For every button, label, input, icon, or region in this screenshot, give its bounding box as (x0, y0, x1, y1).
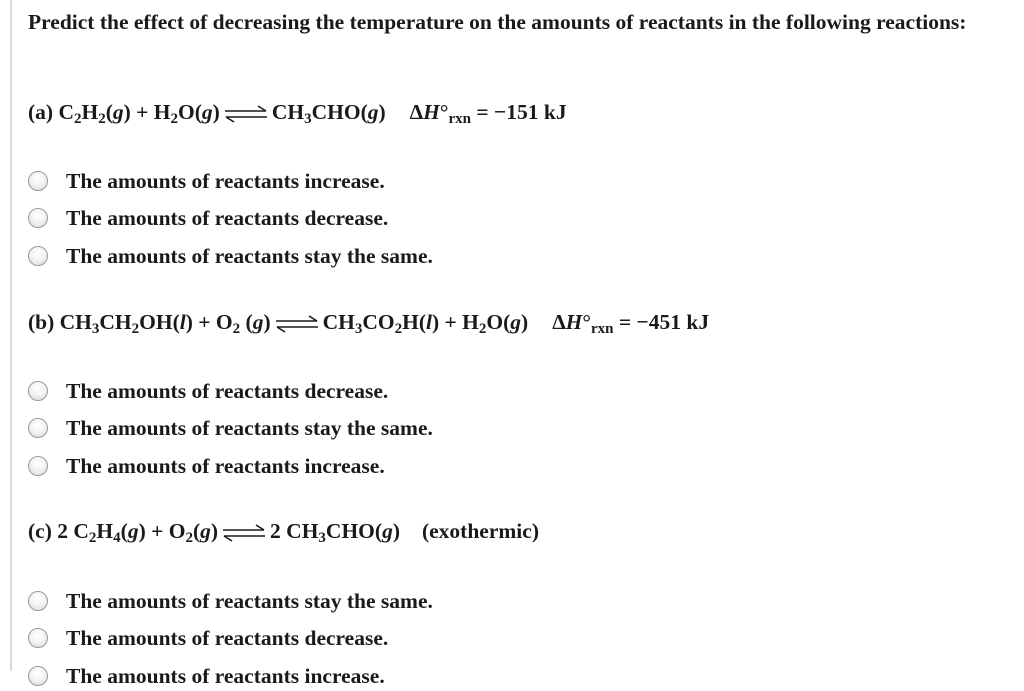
equilibrium-arrow-icon (222, 524, 266, 542)
option-c-2[interactable] (28, 623, 388, 653)
reaction-a-dh-value: = −151 kJ (476, 100, 567, 124)
option-label: The amounts of reactants stay the same. (66, 415, 433, 440)
reaction-b-label: (b) (28, 310, 55, 334)
option-b-3[interactable] (28, 451, 385, 481)
option-c-3[interactable] (28, 661, 385, 691)
radio-button[interactable] (28, 628, 48, 648)
option-b-2[interactable] (28, 413, 433, 443)
radio-button[interactable] (28, 381, 48, 401)
option-b-1[interactable] (28, 376, 388, 406)
reaction-a-equation: (a) $C_2H_2(g) + H_2O(g)$ $CH_3CHO(g) \Delta H^\circ_{rxn} = -151$ kJ (28, 100, 567, 127)
option-label: The amounts of reactants stay the same. (66, 588, 433, 613)
radio-button[interactable] (28, 171, 48, 191)
option-label: The amounts of reactants stay the same. (66, 243, 433, 268)
reaction-c-note: (exothermic) (421, 519, 539, 543)
reaction-b-dh-value: = −451 kJ (618, 310, 710, 334)
equilibrium-arrow-icon (224, 105, 268, 123)
left-border (10, 0, 12, 671)
reaction-a-label: (a) (28, 100, 54, 124)
option-label: The amounts of reactants decrease. (66, 378, 389, 403)
reaction-c-equation: (c) 2 $C_2H_4(g) + O_2(g)$ 2 $CH_3CHO(g)$ (exothermic) (28, 519, 539, 546)
option-label: The amounts of reactants decrease. (66, 205, 389, 230)
reaction-b-equation: (b) $CH_3CH_2OH(l) + O_2$ (g) $CH_3CO_2H(l) + H_2O(g) \Delta H^\circ_{rxn} = -451$ kJ (28, 310, 710, 337)
radio-button[interactable] (28, 246, 48, 266)
option-label: The amounts of reactants increase. (66, 453, 385, 478)
radio-button[interactable] (28, 666, 48, 686)
option-a-3[interactable] (28, 241, 433, 271)
radio-button[interactable] (28, 591, 48, 611)
option-a-2[interactable] (28, 203, 388, 233)
option-label: The amounts of reactants increase. (66, 168, 385, 193)
option-label: The amounts of reactants increase. (66, 663, 385, 688)
option-a-1[interactable] (28, 166, 385, 196)
radio-button[interactable] (28, 208, 48, 228)
reaction-c-label: (c) (28, 519, 52, 543)
equilibrium-arrow-icon (275, 315, 319, 333)
option-label: The amounts of reactants decrease. (66, 625, 389, 650)
radio-button[interactable] (28, 456, 48, 476)
radio-button[interactable] (28, 418, 48, 438)
question-prompt: Predict the effect of decreasing the temperature on the amounts of reactants in the following reactions: (28, 10, 967, 34)
option-c-1[interactable] (28, 586, 433, 616)
